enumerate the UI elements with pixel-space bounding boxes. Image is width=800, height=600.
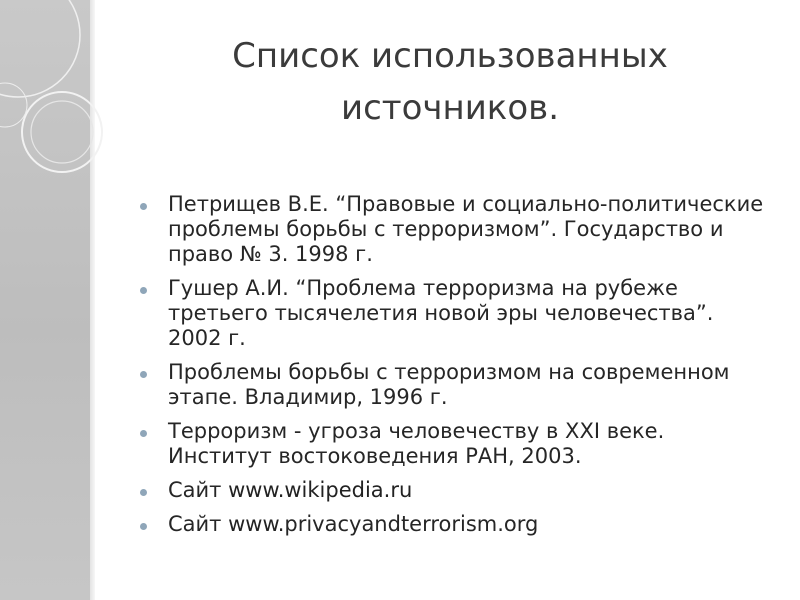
bullet-icon [140, 371, 147, 378]
slide-title-line1: Список использованных [232, 36, 668, 76]
bullet-icon [140, 430, 147, 437]
source-item [140, 419, 770, 469]
decorative-circles [0, 0, 120, 220]
source-item [140, 512, 770, 537]
decor-circle-large [0, 0, 80, 97]
source-link-privacy-rest[interactable]: privacyandterrorism.org [284, 512, 539, 536]
source-text: Гушер А.И. “Проблема терроризма на рубеже третьего тысячелетия новой эры человечества”. 2002 г. [168, 276, 714, 350]
bullet-icon [140, 489, 147, 496]
bullet-icon [140, 523, 147, 530]
decor-circle-medium [22, 92, 102, 172]
source-prefix: Сайт [168, 478, 229, 502]
slide-title [150, 30, 750, 134]
source-link-privacy-strong[interactable]: www. [228, 512, 285, 536]
source-text: Проблемы борьбы с терроризмом на современном этапе. Владимир, 1996 г. [168, 360, 730, 409]
source-item [140, 192, 770, 267]
sources-list [140, 192, 770, 546]
decor-circle-inner [31, 101, 93, 163]
source-link-wikipedia[interactable]: www.wikipedia.ru [228, 478, 413, 502]
source-item [140, 360, 770, 410]
bullet-icon [140, 287, 147, 294]
source-item [140, 276, 770, 351]
slide-title-line2: источников. [341, 88, 559, 128]
source-item [140, 478, 770, 503]
source-text: Терроризм - угроза человечеству в XXI веке. Институт востоковедения РАН, 2003. [168, 419, 665, 468]
source-text: Петрищев В.Е. “Правовые и социально-политические проблемы борьбы с терроризмом”. Государство и право № 3. 1998 г. [168, 192, 764, 266]
bullet-icon [140, 203, 147, 210]
source-prefix: Сайт [168, 512, 229, 536]
